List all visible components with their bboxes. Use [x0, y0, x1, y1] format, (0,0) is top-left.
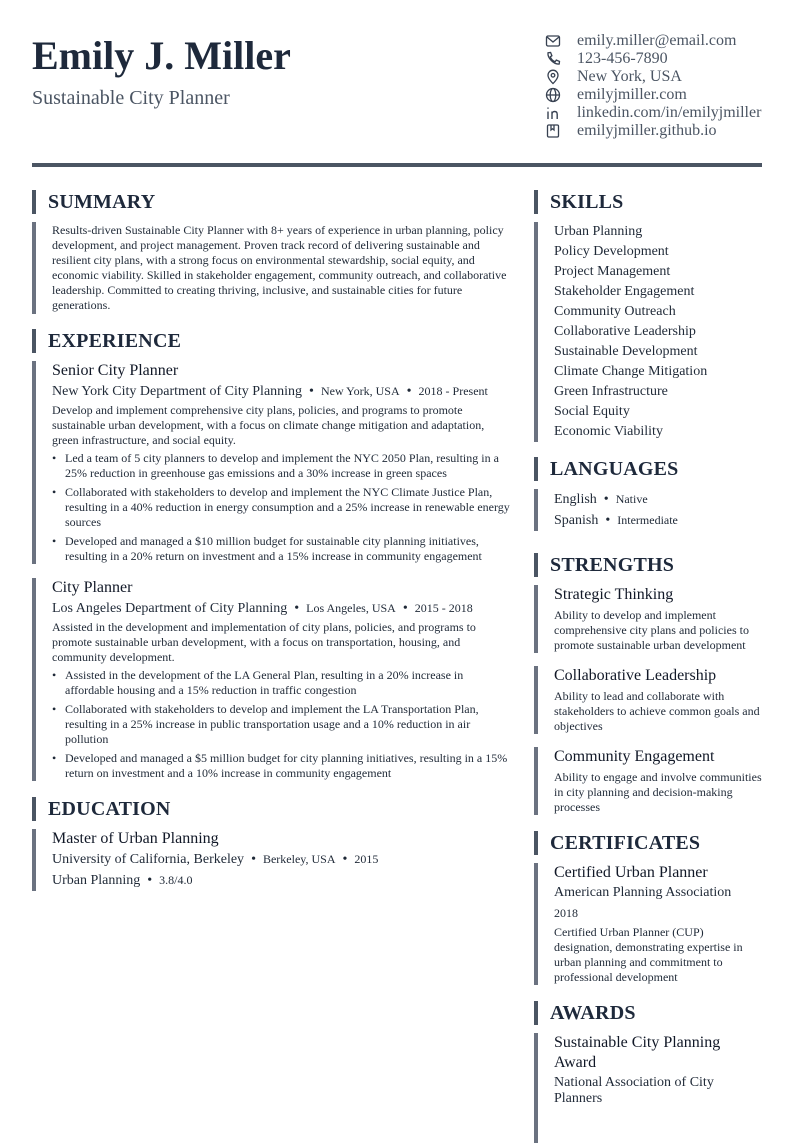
skill-item: Climate Change Mitigation [554, 364, 708, 379]
education-heading: EDUCATION [32, 797, 512, 821]
education-meta: University of California, Berkeley • Berkeley, USA • 2015 [52, 852, 379, 867]
skill-item: Economic Viability [554, 424, 663, 439]
skills-section [534, 222, 764, 442]
language-name: Spanish [554, 513, 599, 528]
experience-heading: EXPERIENCE [32, 329, 512, 353]
graduation-year: 2015 [354, 852, 379, 866]
strength-item [534, 666, 764, 734]
left-column [32, 190, 512, 891]
contact-github-text: emilyjmiller.github.io [577, 122, 717, 139]
summary-heading: SUMMARY [32, 190, 512, 214]
list-item: • Led a team of 5 city planners to develop and implement the NYC 2050 Plan, resulting in a 25% reduction in greenhouse gas emissions and a 30% increase in green spaces [52, 451, 512, 481]
contact-location [544, 68, 761, 86]
list-item: • Collaborated with stakeholders to develop and implement the NYC Climate Justice Plan, resulting in a 40% reduction in energy consumption and a 25% increase in renewable energy sources [52, 485, 512, 530]
skill-item: Sustainable Development [554, 344, 698, 359]
language-item: Spanish • Intermediate [554, 513, 678, 528]
experience-item [32, 578, 512, 781]
certificates-heading: CERTIFICATES [534, 831, 764, 855]
job-achievements [52, 451, 512, 564]
location-icon [544, 68, 562, 86]
awards-heading: AWARDS [534, 1001, 764, 1025]
list-item: • Developed and managed a $5 million budget for city planning initiatives, resulting in a 15% return on investment and a 10% increase in community engagement [52, 751, 512, 781]
school-location: Berkeley, USA [262, 852, 336, 866]
contact-website-text: emilyjmiller.com [577, 86, 687, 103]
certificate-item [534, 863, 764, 985]
certificate-desc: Certified Urban Planner (CUP) designation, demonstrating expertise in urban planning and commitment to professional development [554, 925, 743, 984]
contact-email[interactable] [544, 32, 761, 50]
github-icon [544, 122, 562, 140]
skill-item: Project Management [554, 264, 671, 279]
skill-item: Urban Planning [554, 224, 643, 239]
contact-list [544, 32, 761, 140]
header-divider [32, 163, 762, 167]
certificate-name: Certified Urban Planner [554, 864, 708, 881]
job-org: Los Angeles Department of City Planning [52, 601, 288, 616]
strength-name: Community Engagement [554, 748, 715, 765]
certificate-year: 2018 [554, 906, 578, 920]
strength-name: Collaborative Leadership [554, 667, 717, 684]
globe-icon [544, 86, 562, 104]
school: University of California, Berkeley [52, 852, 245, 867]
job-description: Assisted in the development and implementation of city plans, policies, and programs to promote sustainable urban development, with a focus on transportation, housing, and community development. [52, 620, 476, 664]
strength-desc: Ability to lead and collaborate with stakeholders to achieve common goals and objectives [554, 689, 760, 733]
gpa: 3.8/4.0 [159, 873, 193, 887]
strength-desc: Ability to develop and implement comprehensive city plans and policies to promote sustainable urban development [554, 608, 749, 652]
contact-github[interactable] [544, 122, 761, 140]
languages-section [534, 489, 764, 531]
job-role: City Planner [52, 579, 133, 596]
award-issuer: National Association of City Planners [554, 1075, 714, 1106]
mail-icon [544, 32, 562, 50]
award-item [534, 1033, 764, 1143]
skill-item: Social Equity [554, 404, 630, 419]
language-level: Native [615, 492, 648, 506]
strengths-heading: STRENGTHS [534, 553, 764, 577]
languages-heading: LANGUAGES [534, 457, 764, 481]
skill-item: Green Infrastructure [554, 384, 668, 399]
job-role: Senior City Planner [52, 362, 179, 379]
job-meta: New York City Department of City Planning • New York, USA • 2018 - Present [52, 384, 488, 399]
certificate-issuer: American Planning Association [554, 885, 732, 900]
list-item: • Developed and managed a $10 million budget for sustainable city planning initiatives, resulting in a 20% return on investment and a 15% increase in community engagement [52, 534, 512, 564]
contact-linkedin-text: linkedin.com/in/emilyjmiller [577, 104, 762, 121]
language-name: English [554, 492, 597, 507]
summary-text: Results-driven Sustainable City Planner with 8+ years of experience in urban planning, policy development, and project management. Proven track record of delivering sustainable and resilient city plans, with a strong focus on environmental stewardship, social equity, and economic viability. Skilled in stakeholder engagement, community outreach, and collaborative leadership. Committed to creating thriving, inclusive, and sustainable cities for future generations. [52, 223, 507, 312]
skill-item: Stakeholder Engagement [554, 284, 695, 299]
job-meta: Los Angeles Department of City Planning • Los Angeles, USA • 2015 - 2018 [52, 601, 473, 616]
education-field-row: Urban Planning • 3.8/4.0 [52, 873, 193, 888]
job-location: Los Angeles, USA [306, 601, 396, 615]
contact-linkedin[interactable] [544, 104, 761, 122]
job-org: New York City Department of City Planning [52, 384, 303, 399]
education-item [32, 829, 512, 891]
list-item: • Collaborated with stakeholders to develop and implement the LA Transportation Plan, resulting in a 25% increase in public transportation usage and a 10% reduction in air pollution [52, 702, 512, 747]
award-name: Sustainable City Planning Award [554, 1034, 721, 1071]
job-dates: 2015 - 2018 [414, 601, 473, 615]
skill-item: Community Outreach [554, 304, 676, 319]
experience-item [32, 361, 512, 564]
candidate-title: Sustainable City Planner [32, 87, 230, 109]
skill-item: Collaborative Leadership [554, 324, 696, 339]
language-level: Intermediate [617, 513, 678, 527]
linkedin-icon [544, 104, 562, 122]
strength-item [534, 585, 764, 653]
strength-item [534, 747, 764, 815]
contact-location-text: New York, USA [577, 68, 682, 85]
field-of-study: Urban Planning [52, 873, 141, 888]
contact-phone[interactable] [544, 50, 761, 68]
language-item: English • Native [554, 492, 648, 507]
skill-item: Policy Development [554, 244, 669, 259]
job-description: Develop and implement comprehensive city plans, policies, and programs to promote sustainable urban development, with a focus on climate change mitigation and adaptation, green infrastructure, and social equity. [52, 403, 485, 447]
job-dates: 2018 - Present [418, 384, 488, 398]
strength-desc: Ability to engage and involve communities in city planning and decision-making processes [554, 770, 762, 814]
job-achievements [52, 668, 512, 781]
strength-name: Strategic Thinking [554, 586, 674, 603]
right-column [534, 190, 764, 1143]
list-item: • Assisted in the development of the LA General Plan, resulting in a 20% increase in affordable housing and a 15% reduction in traffic congestion [52, 668, 512, 698]
phone-icon [544, 50, 562, 68]
skills-heading: SKILLS [534, 190, 764, 214]
contact-website[interactable] [544, 86, 761, 104]
degree: Master of Urban Planning [52, 830, 219, 847]
contact-phone-text: 123-456-7890 [577, 50, 668, 67]
candidate-name: Emily J. Miller [32, 33, 291, 78]
contact-email-text: emily.miller@email.com [577, 32, 737, 49]
summary-section [32, 222, 512, 314]
resume-header [32, 30, 762, 140]
job-location: New York, USA [320, 384, 400, 398]
